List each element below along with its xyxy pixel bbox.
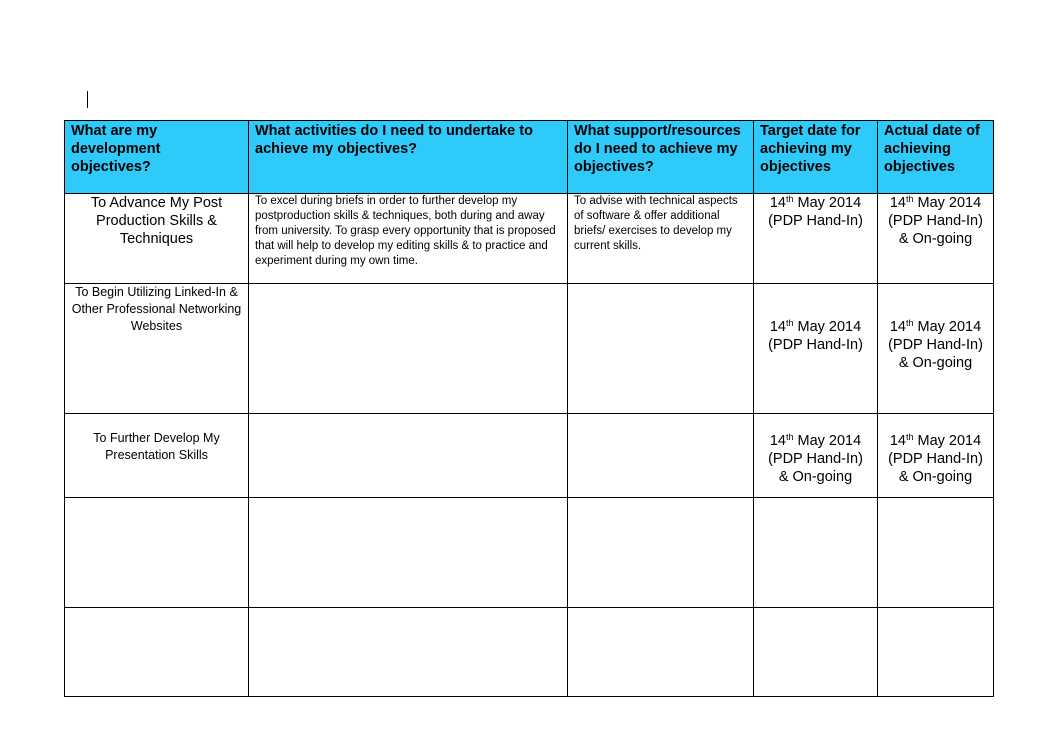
support-cell[interactable] (568, 414, 754, 498)
target-month-year: May 2014 (793, 433, 862, 449)
table-row (65, 414, 994, 498)
actual-month-year: May 2014 (913, 195, 982, 211)
actual-month-year: May 2014 (913, 433, 982, 449)
empty-cell[interactable] (568, 608, 754, 697)
actual-note: (PDP Hand-In) (888, 213, 983, 229)
actual-day-suffix: th (905, 194, 914, 204)
actual-note: (PDP Hand-In) (888, 451, 983, 467)
target-month-year: May 2014 (793, 195, 862, 211)
empty-cell[interactable] (568, 498, 754, 608)
objective-cell[interactable]: To Advance My Post Production Skills & Techniques (65, 194, 249, 284)
target-date-cell[interactable] (754, 194, 878, 284)
empty-cell[interactable] (878, 608, 994, 697)
target-date-cell[interactable] (754, 284, 878, 414)
objective-cell[interactable]: To Begin Utilizing Linked-In & Other Professional Networking Websites (65, 284, 249, 414)
header-objectives: What are my development objectives? (65, 121, 249, 194)
target-day-suffix: th (785, 432, 794, 442)
target-note: (PDP Hand-In) (768, 213, 863, 229)
target-day-suffix: th (785, 318, 794, 328)
table-row (65, 284, 994, 414)
actual-day-suffix: th (905, 318, 914, 328)
actual-month-year: May 2014 (913, 319, 982, 335)
support-cell[interactable] (568, 284, 754, 414)
target-month-year: May 2014 (793, 319, 862, 335)
empty-cell[interactable] (65, 498, 249, 608)
table-header-row (65, 121, 994, 194)
actual-extra: & On-going (898, 231, 973, 247)
table-row (65, 194, 994, 284)
empty-cell[interactable] (249, 608, 568, 697)
empty-cell[interactable] (754, 608, 878, 697)
activities-cell[interactable]: To excel during briefs in order to further develop my postproduction skills & techniques, both during and away from university. To grasp every opportunity that is proposed that will help to develop my editing skills & to practice and experiment during my own time. (249, 194, 568, 284)
empty-cell[interactable] (878, 498, 994, 608)
objective-cell[interactable]: To Further Develop My Presentation Skills (65, 414, 249, 498)
actual-extra: & On-going (898, 355, 973, 371)
actual-day: 14 (889, 195, 906, 211)
actual-day: 14 (889, 319, 906, 335)
target-date-cell[interactable] (754, 414, 878, 498)
header-activities: What activities do I need to undertake to achieve my objectives? (249, 121, 568, 194)
activities-cell[interactable] (249, 284, 568, 414)
header-support: What support/resources do I need to achieve my objectives? (568, 121, 754, 194)
actual-day-suffix: th (905, 432, 914, 442)
development-objectives-table (64, 120, 994, 697)
actual-date-cell[interactable] (878, 284, 994, 414)
actual-extra: & On-going (898, 469, 973, 485)
empty-cell[interactable] (65, 608, 249, 697)
actual-date-cell[interactable] (878, 414, 994, 498)
text-cursor (87, 91, 88, 108)
target-day: 14 (769, 319, 786, 335)
target-extra: & On-going (778, 469, 853, 485)
empty-cell[interactable] (754, 498, 878, 608)
actual-note: (PDP Hand-In) (888, 337, 983, 353)
header-actual-date: Actual date of achieving objectives (878, 121, 994, 194)
header-target-date: Target date for achieving my objectives (754, 121, 878, 194)
empty-cell[interactable] (249, 498, 568, 608)
target-day-suffix: th (785, 194, 794, 204)
target-note: (PDP Hand-In) (768, 451, 863, 467)
activities-cell[interactable] (249, 414, 568, 498)
target-day: 14 (769, 433, 786, 449)
table-row (65, 498, 994, 608)
table-row (65, 608, 994, 697)
actual-date-cell[interactable] (878, 194, 994, 284)
support-cell[interactable]: To advise with technical aspects of software & offer additional briefs/ exercises to develop my current skills. (568, 194, 754, 284)
actual-day: 14 (889, 433, 906, 449)
target-note: (PDP Hand-In) (768, 337, 863, 353)
target-day: 14 (769, 195, 786, 211)
